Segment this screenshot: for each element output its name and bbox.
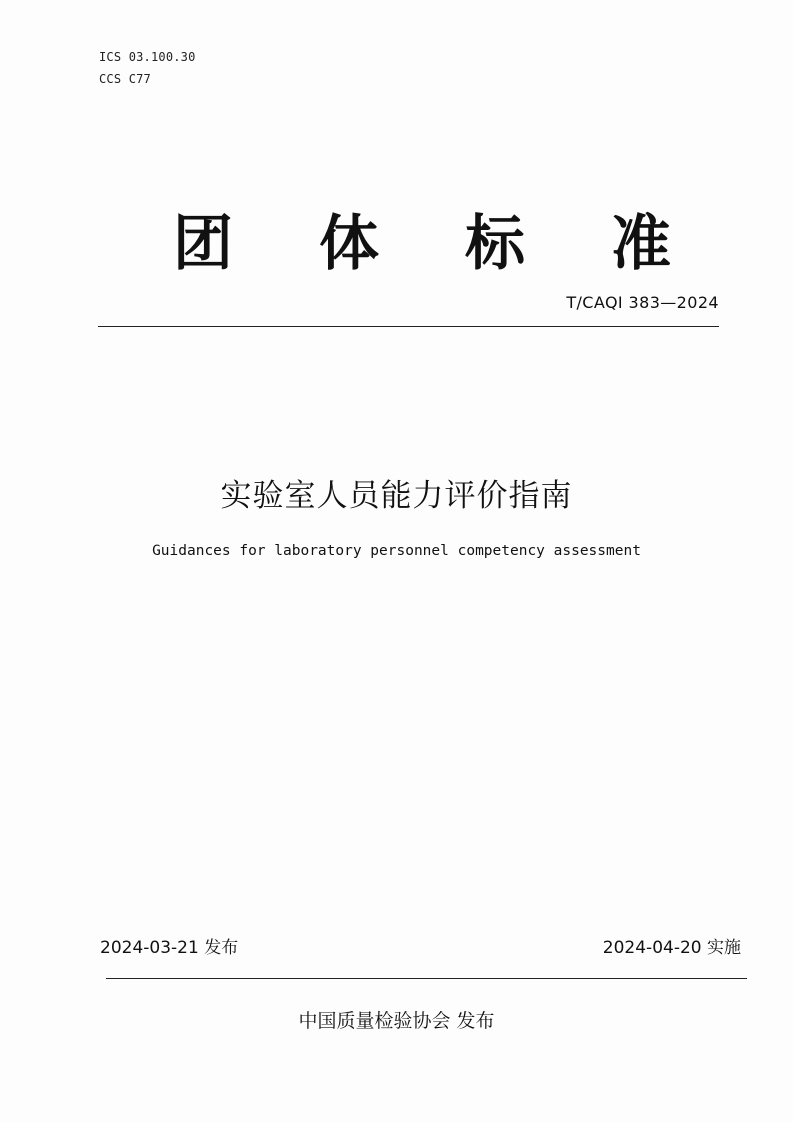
document-type-char: 标 [465,209,525,279]
publisher: 中国质量检验协会 发布 [298,1010,495,1032]
top-divider [98,326,719,327]
bottom-divider [106,978,747,979]
standard-number: T/CAQI 383—2024 [566,293,719,312]
document-type-heading [148,208,696,280]
title-english: Guidances for laboratory personnel competency assessment [152,543,641,559]
document-type-char: 准 [611,209,671,279]
ccs-code: CCS C77 [99,72,151,86]
document-type-char: 体 [319,209,379,279]
implementation-date: 2024-04-20 实施 [602,938,741,958]
ics-code: ICS 03.100.30 [99,50,196,64]
issue-date: 2024-03-21 发布 [100,938,239,958]
document-type-char: 团 [173,209,233,279]
title-chinese: 实验室人员能力评价指南 [220,478,573,514]
